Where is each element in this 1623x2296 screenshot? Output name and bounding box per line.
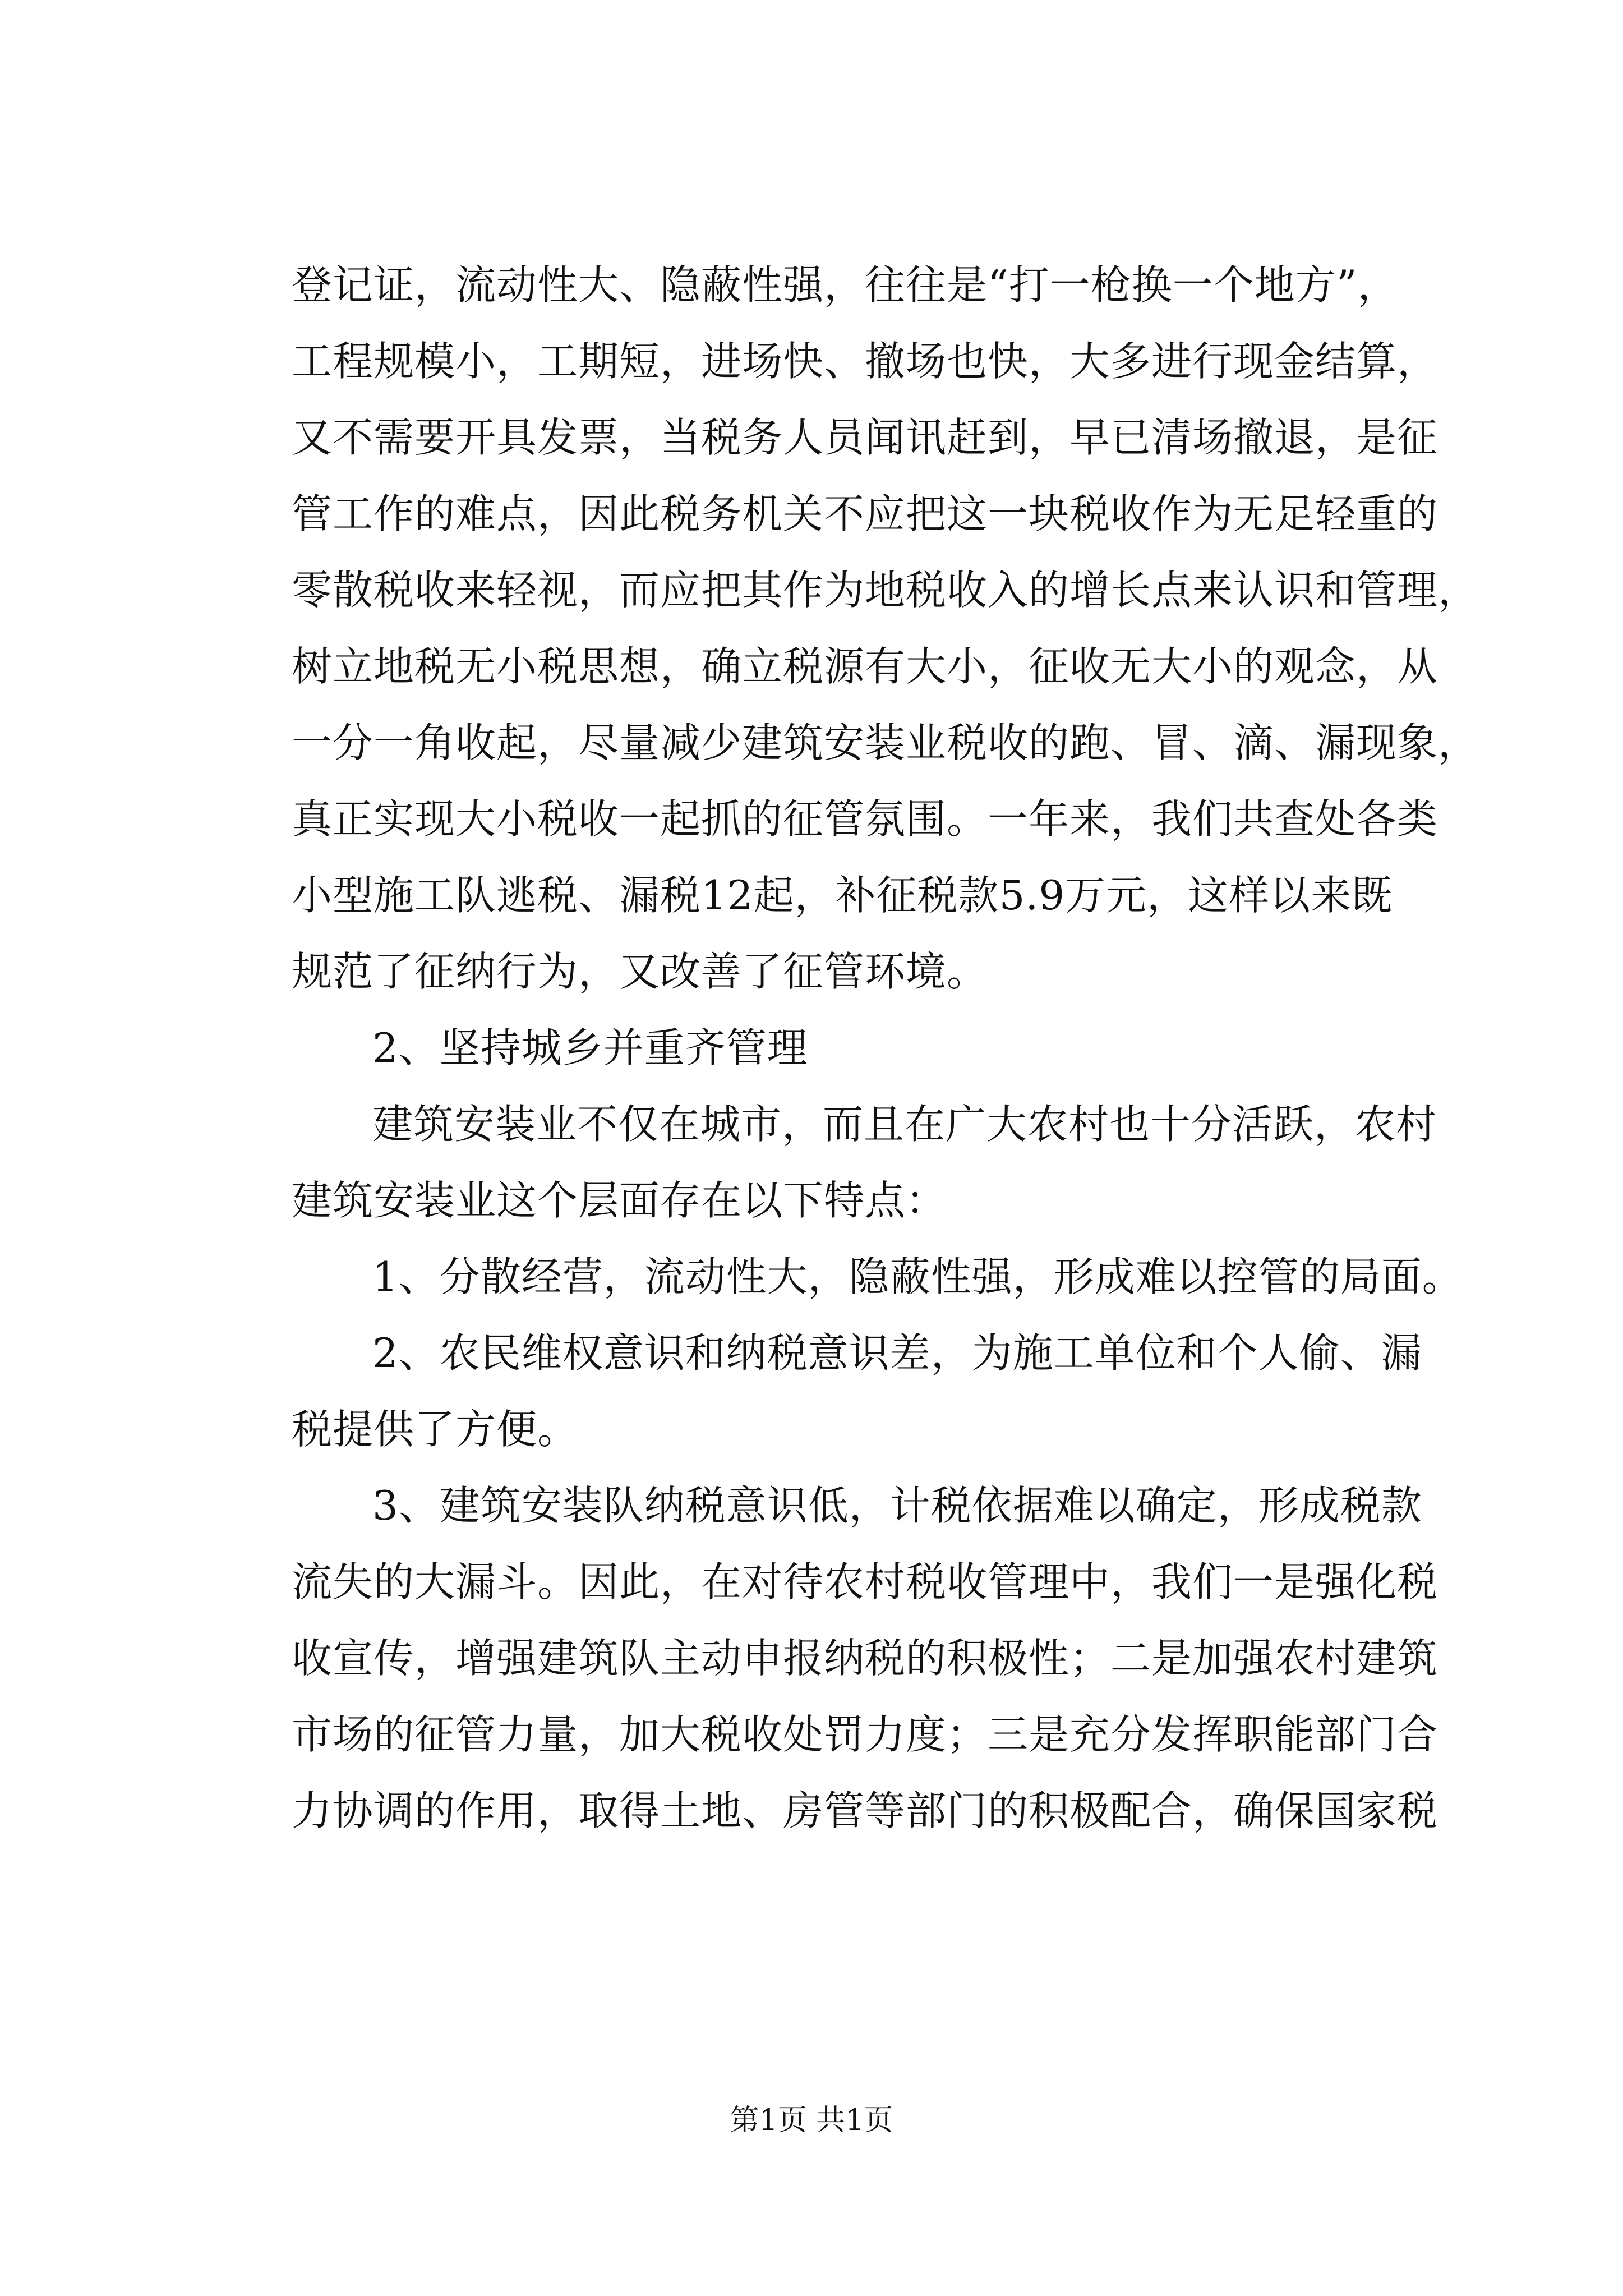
text-line: 树立地税无小税思想，确立税源有大小，征收无大小的观念，从 <box>292 643 1438 690</box>
document-body <box>292 247 1479 1849</box>
paragraph-start-line: 建筑安装业不仅在城市，而且在广大农村也十分活跃，农村 <box>372 1101 1437 1148</box>
text-line: 力协调的作用，取得土地、房管等部门的积极配合，确保国家税 <box>292 1787 1438 1834</box>
list-item-2: 2、农民维权意识和纳税意识差，为施工单位和个人偷、漏 <box>372 1329 1422 1377</box>
text-line: 小型施工队逃税、漏税12起，补征税款5.9万元，这样以来既 <box>292 872 1393 919</box>
section-heading: 2、坚持城乡并重齐管理 <box>372 1024 808 1071</box>
text-line: 一分一角收起，尽量减少建筑安装业税收的跑、冒、滴、漏现象， <box>292 719 1479 766</box>
text-line: 又不需要开具发票，当税务人员闻讯赶到，早已清场撤退，是征 <box>292 414 1438 461</box>
text-line: 登记证，流动性大、隐蔽性强，往往是“打一枪换一个地方”， <box>292 261 1399 309</box>
text-line: 零散税收来轻视，而应把其作为地税收入的增长点来认识和管理， <box>292 567 1479 614</box>
text-line: 管工作的难点，因此税务机关不应把这一块税收作为无足轻重的 <box>292 490 1438 537</box>
text-line: 真正实现大小税收一起抓的征管氛围。一年来，我们共查处各类 <box>292 795 1438 843</box>
page-footer: 第1页 共1页 <box>730 2104 893 2137</box>
text-line: 工程规模小，工期短，进场快、撤场也快，大多进行现金结算， <box>292 338 1438 385</box>
text-line: 建筑安装业这个层面存在以下特点： <box>292 1177 947 1224</box>
text-line: 规范了征纳行为，又改善了征管环境。 <box>292 948 988 995</box>
text-line: 市场的征管力量，加大税收处罚力度；三是充分发挥职能部门合 <box>292 1711 1438 1758</box>
list-item-3: 3、建筑安装队纳税意识低，计税依据难以确定，形成税款 <box>372 1482 1422 1529</box>
text-line: 税提供了方便。 <box>292 1406 579 1453</box>
list-item-1: 1、分散经营，流动性大，隐蔽性强，形成难以控管的局面。 <box>372 1253 1463 1300</box>
text-line: 收宣传，增强建筑队主动申报纳税的积极性；二是加强农村建筑 <box>292 1635 1438 1682</box>
text-line: 流失的大漏斗。因此，在对待农村税收管理中，我们一是强化税 <box>292 1558 1438 1605</box>
